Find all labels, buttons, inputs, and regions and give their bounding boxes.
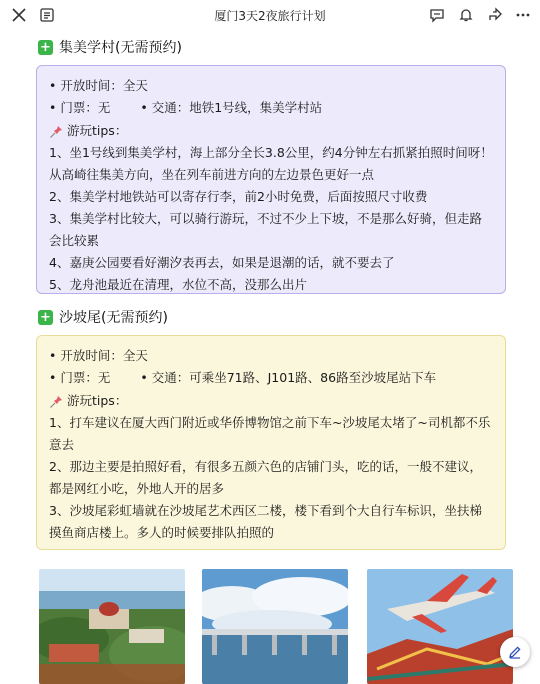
photo-gulangyu[interactable]	[39, 569, 185, 684]
comment-icon[interactable]	[426, 4, 448, 26]
jimei-info-card	[36, 65, 506, 294]
plus-square-icon: +	[38, 40, 53, 55]
plus-square-icon: +	[38, 310, 53, 325]
shapowei-info-card	[36, 335, 506, 550]
ticket-info: • 门票：无	[49, 100, 111, 115]
bell-icon[interactable]	[455, 4, 477, 26]
transport-info: • 交通：可乘坐71路、J101路、86路至沙坡尾站下车	[140, 370, 437, 385]
close-icon[interactable]	[8, 4, 30, 26]
tip-item: 1、打车建议在厦大西门附近或华侨博物馆之前下车~沙坡尾太堵了~司机都不乐意去	[49, 415, 491, 452]
tip-item: 3、沙坡尾彩虹墙就在沙坡尾艺术西区二楼，楼下看到个大自行车标识，坐扶梯摸鱼商店楼上。多人的时候要排队拍照的	[49, 503, 482, 540]
ticket-info: • 门票：无	[49, 370, 111, 385]
page-title: 厦门3天2夜旅行计划	[214, 9, 326, 23]
pencil-icon	[508, 645, 522, 659]
open-time: • 开放时间：全天	[49, 78, 148, 93]
tips-label: 游玩tips：	[67, 123, 128, 138]
section-title-text: 集美学村(无需预约)	[59, 40, 182, 56]
transport-info: • 交通：地铁1号线，集美学村站	[140, 100, 323, 115]
photo-airplane-temple[interactable]	[367, 569, 513, 684]
share-icon[interactable]	[484, 4, 506, 26]
tip-item: 2、那边主要是拍照好看，有很多五颜六色的店铺门头，吃的话，一般不建议，都是网红小吃，外地人开的居多	[49, 459, 482, 496]
tip-item: 4、嘉庚公园要看好潮汐表再去，如果是退潮的话，就不要去了	[49, 255, 395, 270]
tip-item: 3、集美学村比较大，可以骑行游玩，不过不少上下坡，不是那么好骑，但走路会比较累	[49, 211, 482, 248]
section-title-shapowei	[38, 306, 168, 328]
doc-outline-icon[interactable]	[36, 4, 58, 26]
photo-bridge[interactable]	[202, 569, 348, 684]
pushpin-icon	[49, 124, 63, 138]
tip-item: 2、集美学村地铁站可以寄存行李，前2小时免费，后面按照尺寸收费	[49, 189, 428, 204]
photo-strip	[39, 569, 513, 684]
tip-item: 1、坐1号线到集美学村，海上部分全长3.8公里，约4分钟左右抓紧拍照时间呀！从高崎往集美方向，坐在列车前进方向的左边景色更好一点	[49, 145, 493, 182]
tip-item: 5、龙舟池最近在清理，水位不高，没那么出片	[49, 277, 307, 292]
section-title-text: 沙坡尾(无需预约)	[59, 310, 168, 326]
more-icon[interactable]	[512, 4, 534, 26]
open-time: • 开放时间：全天	[49, 348, 148, 363]
top-bar	[0, 0, 540, 30]
edit-button[interactable]	[500, 637, 530, 667]
tips-label: 游玩tips：	[67, 393, 128, 408]
pushpin-icon	[49, 394, 63, 408]
section-title-jimei	[38, 36, 182, 58]
